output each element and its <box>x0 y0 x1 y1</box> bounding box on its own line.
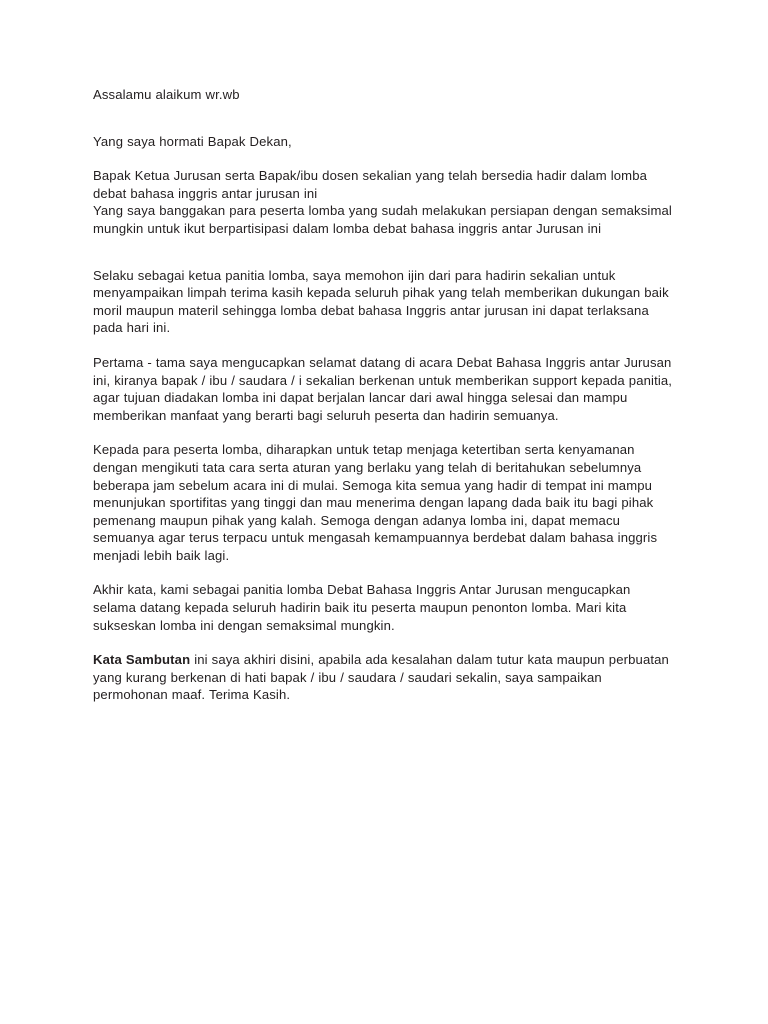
spacer <box>93 337 675 354</box>
spacer <box>93 104 675 133</box>
spacer <box>93 238 675 267</box>
apology-paragraph <box>93 651 675 704</box>
apology-bold-lead: Kata Sambutan <box>93 652 191 668</box>
thanks-paragraph: Selaku sebagai ketua panitia lomba, saya memohon ijin dari para hadirin sekalian untuk menyampaikan limpah terima kasih kepada seluruh pihak yang telah memberikan dukungan baik moril maupun materil sehingga lomba debat bahasa Inggris antar jurusan ini dapat terlaksana pada hari ini. <box>93 267 669 336</box>
addressee-paragraph-1: Bapak Ketua Jurusan serta Bapak/ibu dosen sekalian yang telah bersedia hadir dalam lomba debat bahasa inggris antar jurusan ini <box>93 168 648 201</box>
closing-welcome-paragraph: Akhir kata, kami sebagai panitia lomba Debat Bahasa Inggris Antar Jurusan mengucapkan selama datang kepada seluruh hadirin baik itu peserta maupun penonton lomba. Mari kita sukseskan lomba ini dengan semaksimal mungkin. <box>93 582 631 633</box>
spacer <box>93 634 675 651</box>
welcome-paragraph: Pertama - tama saya mengucapkan selamat datang di acara Debat Bahasa Inggris antar Jurusan ini, kiranya bapak / ibu / saudara / i sekalian berkenan untuk memberikan support kepada panitia, agar tujuan diadakan lomba ini dapat berjalan lancar dari awal hingga selesai dan mampu memberikan manfaat yang berarti bagi seluruh peserta dan hadirin semuanya. <box>93 354 673 423</box>
rules-paragraph: Kepada para peserta lomba, diharapkan untuk tetap menjaga ketertiban serta kenyamanan dengan mengikuti tata cara serta aturan yang berlaku yang telah di beritahukan sebelumnya beberapa jam sebelum acara ini di mulai. Semoga kita semua yang hadir di tempat ini mampu menunjukan sportifitas yang tinggi dan mau menerima dengan lapang dada baik itu bagi pihak pemenang maupun pihak yang kalah. Semoga dengan adanya lomba ini, dapat memacu semuanya agar terus terpacu untuk mengasah kemampuannya berdebat dalam bahasa inggris menjadi lebih baik lagi. <box>93 442 658 563</box>
greeting-line: Assalamu alaikum wr.wb <box>93 87 240 102</box>
spacer <box>93 150 675 167</box>
apology-rest: ini saya akhiri disini, apabila ada kesalahan dalam tutur kata maupun perbuatan yang kurang berkenan di hati bapak / ibu / saudara / saudari sekalin, saya sampaikan permohonan maaf. Terima Kasih. <box>93 652 669 703</box>
addressee-paragraph-2: Yang saya banggakan para peserta lomba yang sudah melakukan persiapan dengan semaksimal mungkin untuk ikut berpartisipasi dalam lomba debat bahasa inggris antar Jurusan ini <box>93 203 672 236</box>
salutation-line: Yang saya hormati Bapak Dekan, <box>93 133 292 149</box>
document-text-body <box>93 86 675 704</box>
spacer <box>93 564 675 581</box>
spacer <box>93 424 675 441</box>
